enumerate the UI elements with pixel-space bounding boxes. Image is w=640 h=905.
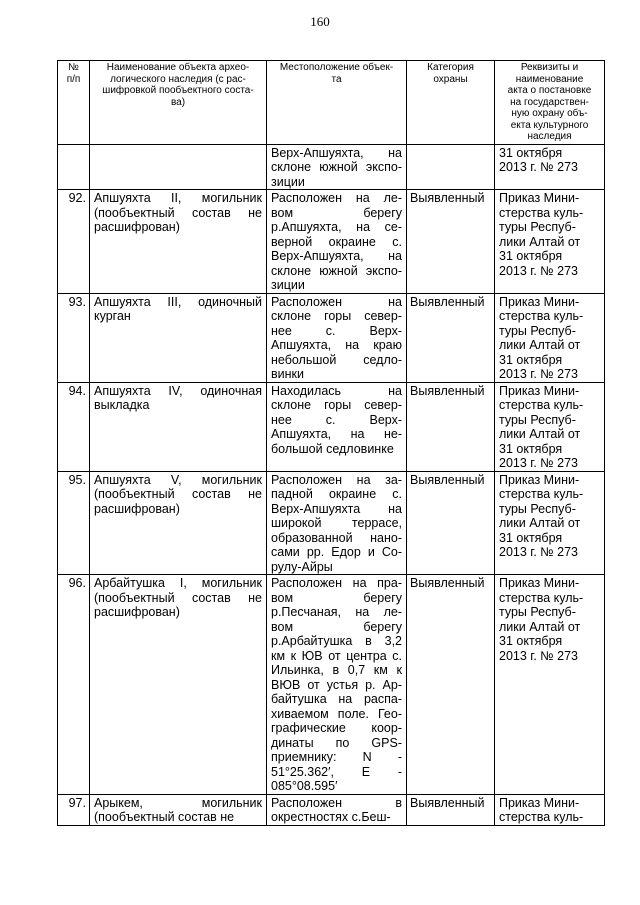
- act-details-line: туры Респуб-: [499, 220, 576, 234]
- object-location: [267, 382, 407, 471]
- object-location-line: Апшуяхта, на не-: [271, 427, 402, 441]
- object-name: [90, 471, 267, 575]
- object-name-line: курган: [94, 309, 131, 323]
- object-name-line: расшифрован): [94, 220, 180, 234]
- object-location-line: Верх-Апшуяхта на: [271, 501, 402, 516]
- object-location-line: зиции: [271, 278, 305, 292]
- act-details-line: туры Респуб-: [499, 605, 576, 619]
- act-details: [495, 794, 605, 825]
- protection-category: [407, 144, 495, 190]
- object-location-line: динаты по GPS-: [271, 735, 402, 750]
- object-name: [90, 575, 267, 795]
- object-location-line: склоне горы север-: [271, 309, 402, 323]
- object-location-line: окрестностях с.Беш-: [271, 810, 391, 824]
- act-details-line: 31 октября: [499, 530, 563, 545]
- act-details-line: Приказ Мини-: [499, 795, 580, 810]
- act-details-line: 31 октября: [499, 249, 563, 263]
- header-act: Реквизиты и наименование акта о постановке на государствен- ную охрану объ- екта культурного наследия: [495, 61, 605, 145]
- act-details-line: стерства куль-: [499, 205, 584, 220]
- object-location-line: Расположен в: [271, 795, 402, 810]
- act-details: [495, 471, 605, 575]
- protection-category: Выявленный: [407, 293, 495, 382]
- object-location-line: вом берегу: [271, 619, 402, 634]
- header-category: Категория охраны: [407, 61, 495, 145]
- object-location-line: км к ЮВ от центра с.: [271, 648, 402, 663]
- act-details: [495, 144, 605, 190]
- protection-category: Выявленный: [407, 382, 495, 471]
- object-location-line: большой седловинке: [271, 441, 394, 456]
- protection-category: Выявленный: [407, 575, 495, 795]
- act-details-line: 31 октября: [499, 352, 563, 367]
- row-number: [58, 144, 90, 190]
- header-location: Местоположение объек- та: [267, 61, 407, 145]
- object-location-line: небольшой седло-: [271, 352, 402, 367]
- act-details-line: 31 октября: [499, 145, 563, 160]
- row-number: 97.: [58, 794, 90, 825]
- row-number: 94.: [58, 382, 90, 471]
- object-location-line: вом берегу: [271, 205, 402, 220]
- protection-category: Выявленный: [407, 471, 495, 575]
- act-details-line: лики Алтай от: [499, 516, 581, 530]
- object-name-line: (пообъектный состав не: [94, 487, 262, 501]
- act-details-line: лики Алтай от: [499, 234, 581, 249]
- object-location-line: склоне южной экспо-: [271, 160, 402, 174]
- row-number: 93.: [58, 293, 90, 382]
- object-location-line: Расположен на ле-: [271, 191, 402, 205]
- act-details: [495, 190, 605, 294]
- object-location-line: Расположен на пра-: [271, 576, 402, 590]
- protection-category: Выявленный: [407, 794, 495, 825]
- act-details-line: Приказ Мини-: [499, 472, 580, 487]
- table-row: [58, 471, 605, 575]
- object-name: [90, 144, 267, 190]
- object-location-line: р.Арбайтушка в 3,2: [271, 634, 402, 648]
- table-row: [58, 190, 605, 294]
- row-number: 95.: [58, 471, 90, 575]
- object-name-line: Арыкем, могильник: [94, 795, 262, 810]
- object-location: [267, 794, 407, 825]
- row-number: 96.: [58, 575, 90, 795]
- act-details-line: 2013 г. № 273: [499, 367, 578, 381]
- object-name: [90, 382, 267, 471]
- act-details-line: лики Алтай от: [499, 338, 581, 352]
- act-details-line: Приказ Мини-: [499, 383, 580, 398]
- act-details-line: стерства куль-: [499, 590, 584, 605]
- act-details: [495, 293, 605, 382]
- act-details-line: стерства куль-: [499, 309, 584, 323]
- object-location-line: зиции: [271, 174, 305, 189]
- table-row: [58, 144, 605, 190]
- object-location: [267, 190, 407, 294]
- act-details-line: 2013 г. № 273: [499, 456, 578, 470]
- object-location-line: Верх-Апшуяхта, на: [271, 249, 402, 263]
- object-location-line: Находилась на: [271, 383, 402, 398]
- act-details-line: туры Респуб-: [499, 501, 576, 516]
- act-details-line: 31 октября: [499, 441, 563, 456]
- object-location-line: винки: [271, 367, 304, 381]
- object-location-line: Ильинка, в 0,7 км к: [271, 663, 402, 677]
- object-location: [267, 293, 407, 382]
- object-location-line: хиваемом поле. Гео-: [271, 706, 402, 721]
- table-row: [58, 293, 605, 382]
- object-location-line: байтушка на распа-: [271, 692, 402, 706]
- object-name: [90, 190, 267, 294]
- object-location-line: 51°25.362′, E -: [271, 764, 402, 779]
- object-location-line: р.Апшуяхта, на се-: [271, 220, 402, 234]
- header-name: Наименование объекта архео- логического наследия (с рас- шифровкой пообъектного соста- ва): [90, 61, 267, 145]
- object-location-line: широкой террасе,: [271, 516, 402, 530]
- object-location-line: графические коор-: [271, 721, 402, 735]
- act-details-line: 31 октября: [499, 634, 563, 648]
- object-location-line: Верх-Апшуяхта, на: [271, 145, 402, 160]
- object-location-line: Расположен на за-: [271, 472, 402, 487]
- object-location-line: Апшуяхта, на краю: [271, 338, 402, 352]
- object-location-line: нее с. Верх-: [271, 412, 402, 427]
- act-details: [495, 382, 605, 471]
- object-location-line: приемнику: N -: [271, 750, 402, 764]
- table-row: [58, 794, 605, 825]
- act-details-line: стерства куль-: [499, 487, 584, 501]
- object-name-line: (пообъектный состав не: [94, 205, 262, 220]
- act-details-line: 2013 г. № 273: [499, 648, 578, 663]
- object-name-line: расшифрован): [94, 605, 180, 619]
- act-details-line: туры Респуб-: [499, 412, 576, 427]
- object-name-line: выкладка: [94, 398, 150, 412]
- object-location-line: склоне южной экспо-: [271, 263, 402, 278]
- table-row: [58, 575, 605, 795]
- act-details-line: 2013 г. № 273: [499, 545, 578, 559]
- act-details-line: Приказ Мини-: [499, 294, 580, 309]
- object-name: [90, 794, 267, 825]
- object-name: [90, 293, 267, 382]
- object-location-line: верной окраине с.: [271, 234, 402, 249]
- object-location-line: Расположен на: [271, 294, 402, 309]
- act-details-line: туры Респуб-: [499, 323, 576, 338]
- object-name-line: расшифрован): [94, 501, 180, 516]
- act-details-line: 2013 г. № 273: [499, 160, 578, 174]
- header-number: № п/п: [58, 61, 90, 145]
- object-name-line: Апшуяхта III, одиночный: [94, 294, 262, 309]
- object-location-line: р.Песчаная, на ле-: [271, 605, 402, 619]
- object-location-line: ВЮВ от устья р. Ар-: [271, 677, 402, 692]
- page-number: 160: [310, 14, 330, 29]
- object-location-line: образованной нано-: [271, 530, 402, 545]
- object-location-line: рулу-Айры: [271, 559, 333, 574]
- object-location-line: 085°08.595′: [271, 779, 338, 793]
- object-name-line: Апшуяхта V, могильник: [94, 472, 262, 487]
- object-location-line: склоне горы север-: [271, 398, 402, 412]
- act-details-line: лики Алтай от: [499, 427, 581, 441]
- act-details-line: стерства куль-: [499, 398, 584, 412]
- object-name-line: Апшуяхта IV, одиночная: [94, 383, 262, 398]
- heritage-table: [57, 60, 605, 826]
- act-details: [495, 575, 605, 795]
- object-location-line: падной окраине с.: [271, 487, 402, 501]
- object-name-line: (пообъектный состав не: [94, 590, 262, 605]
- act-details-line: Приказ Мини-: [499, 191, 580, 205]
- object-location-line: нее с. Верх-: [271, 323, 402, 338]
- object-name-line: (пообъектный состав не: [94, 810, 235, 824]
- act-details-line: стерства куль-: [499, 810, 584, 824]
- act-details-line: 2013 г. № 273: [499, 263, 578, 278]
- row-number: 92.: [58, 190, 90, 294]
- table-row: [58, 382, 605, 471]
- object-name-line: Арбайтушка I, могильник: [94, 576, 262, 590]
- object-location: [267, 575, 407, 795]
- act-details-line: лики Алтай от: [499, 619, 581, 634]
- object-name-line: Апшуяхта II, могильник: [94, 191, 262, 205]
- object-location-line: сами рр. Едор и Со-: [271, 545, 402, 559]
- table-header-row: [58, 61, 605, 145]
- table-body: [58, 144, 605, 825]
- object-location: [267, 144, 407, 190]
- protection-category: Выявленный: [407, 190, 495, 294]
- object-location: [267, 471, 407, 575]
- act-details-line: Приказ Мини-: [499, 576, 580, 590]
- object-location-line: вом берегу: [271, 590, 402, 605]
